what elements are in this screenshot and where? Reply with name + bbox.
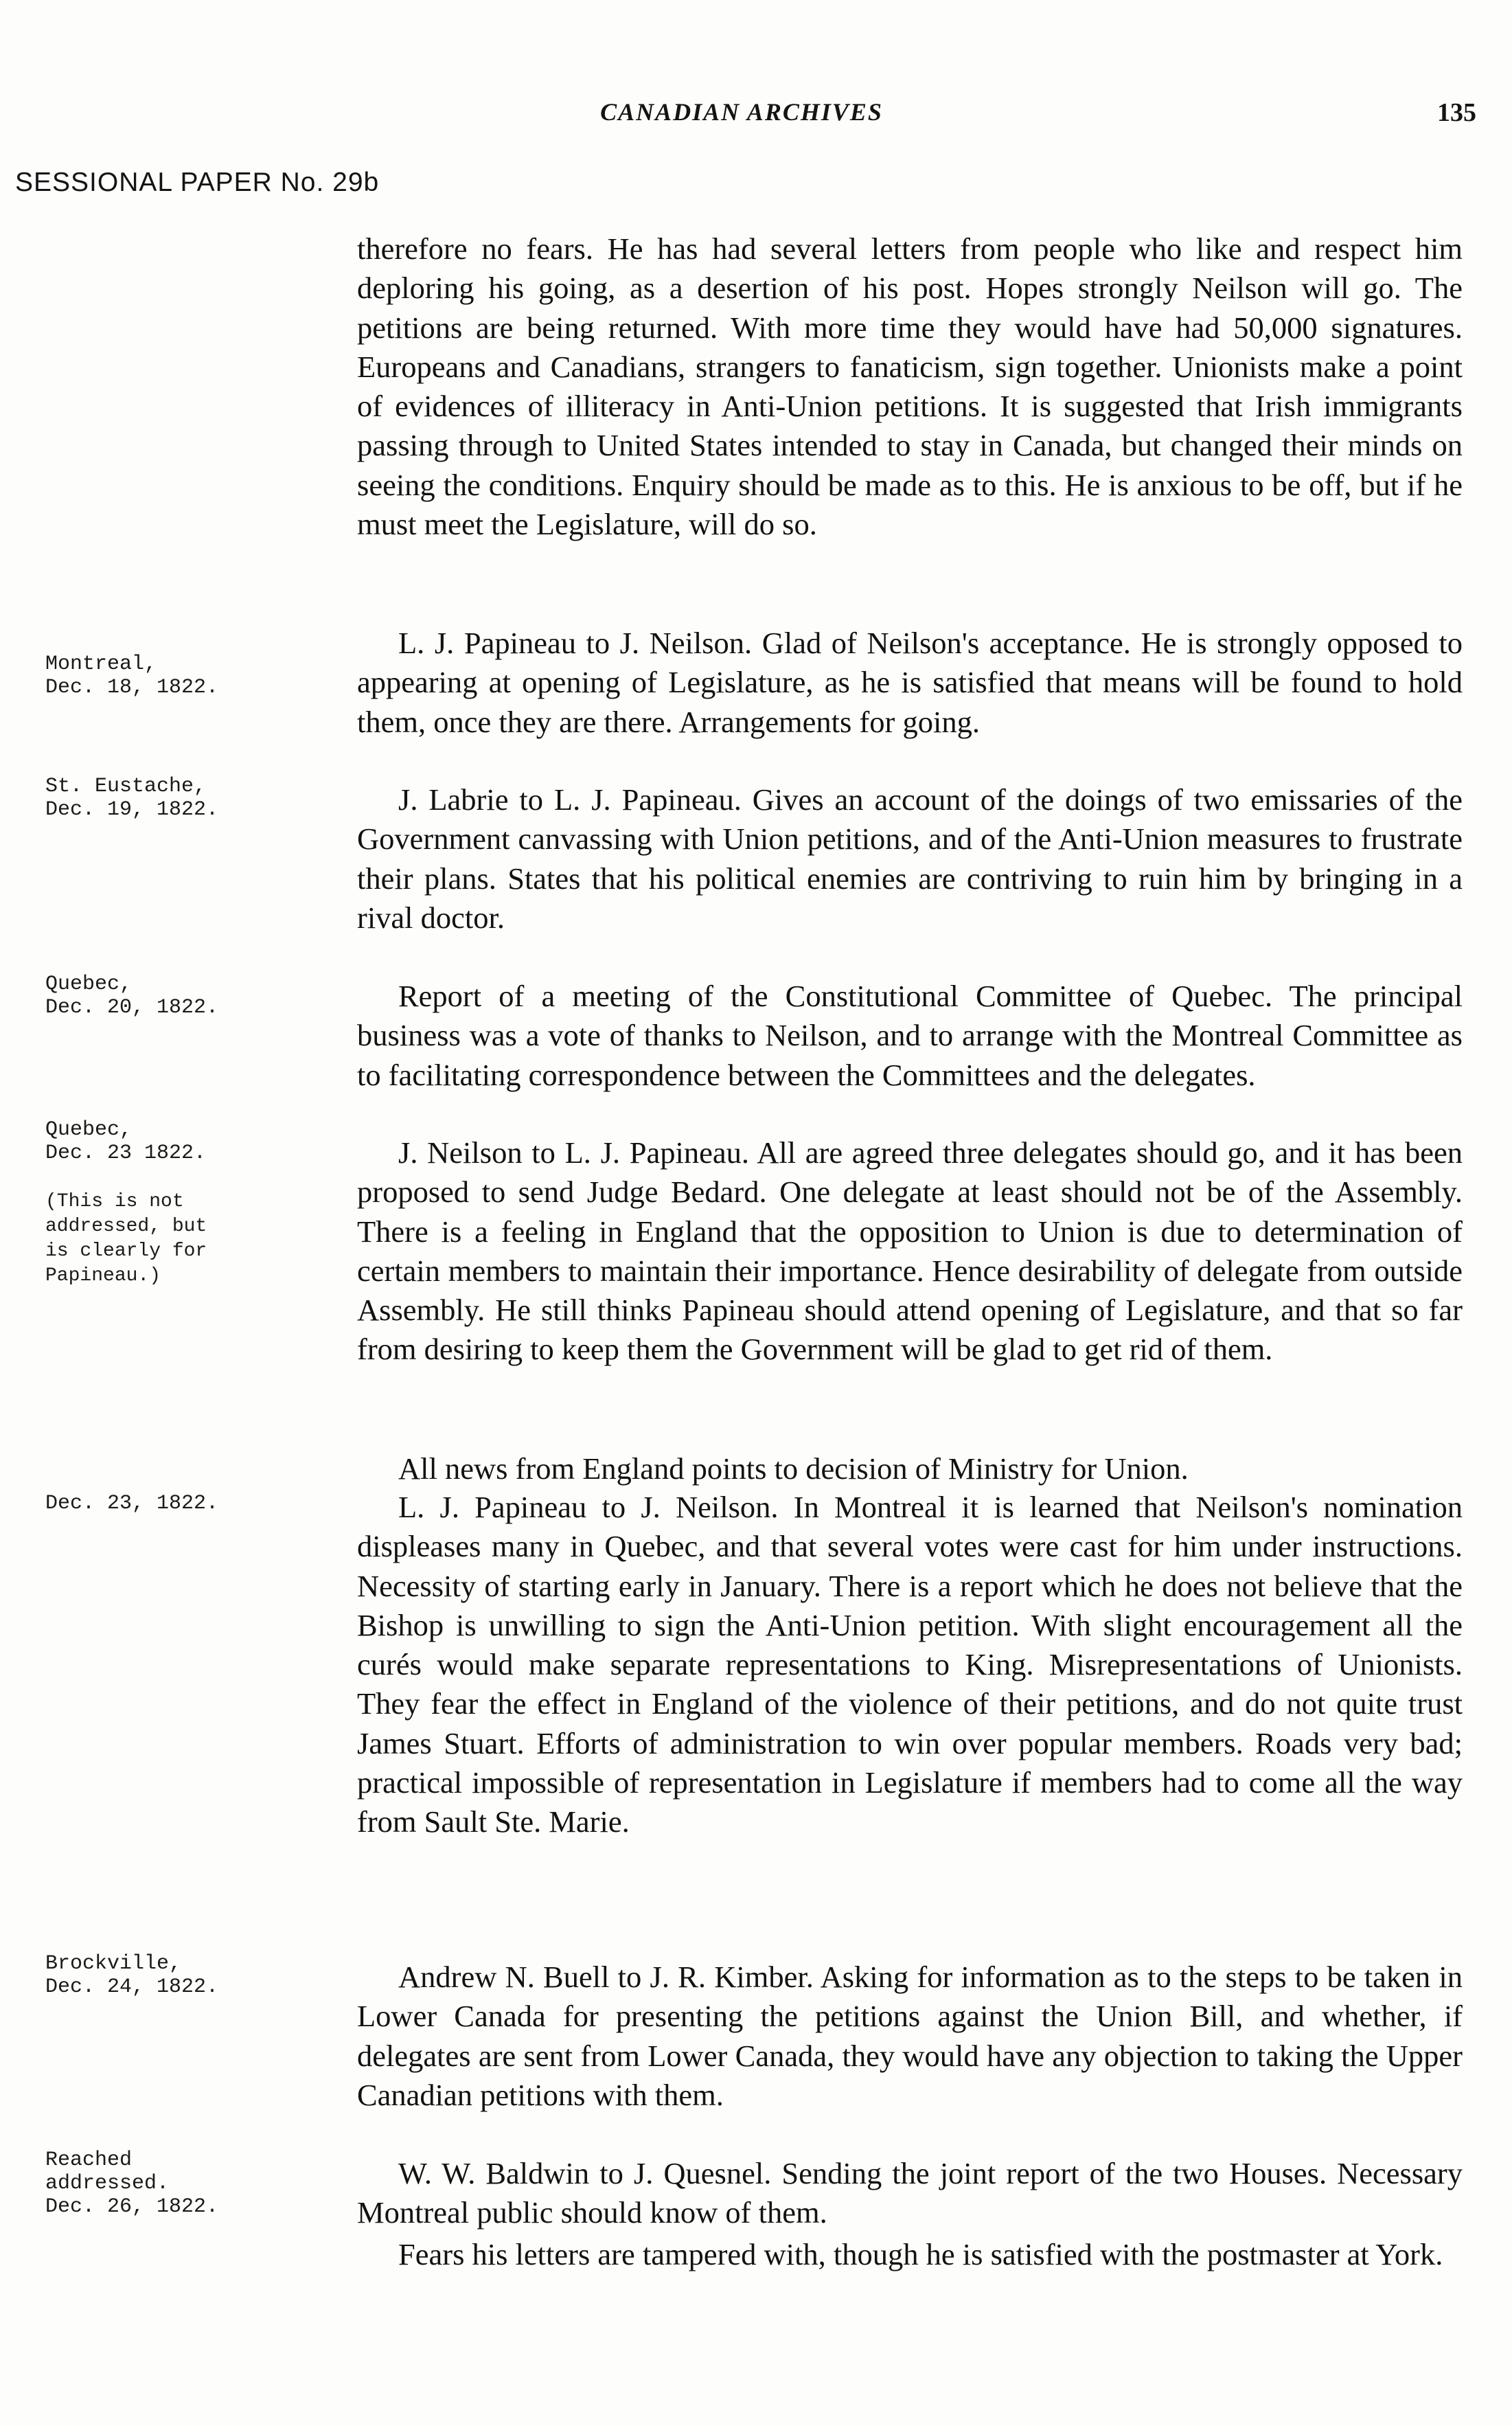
- body-paragraph: W. W. Baldwin to J. Quesnel. Sending the joint report of the two Houses. Necessary Montreal public should know of them.: [357, 2156, 1463, 2230]
- body-paragraph: All news from England points to decision of Ministry for Union.: [398, 1451, 1189, 1486]
- running-title: CANADIAN ARCHIVES: [600, 98, 883, 126]
- body-paragraph: L. J. Papineau to J. Neilson. In Montreal it is learned that Neilson's nomination displeases many in Quebec, and that several votes were cast for him under instructions. Necessity of starting early in January. There is a report which he does not believe that the Bishop is unwilling to sign the Anti-Union petition. With slight encouragement all the curés would make separate representations to King. Misrepresentations of Unionists. They fear the effect in England of the violence of their petitions, and do not quite trust James Stuart. Efforts of administration to win over popular members. Roads very bad; practical impossible of representation in Legislature if members had to come all the way from Sault Ste. Marie.: [357, 1490, 1463, 1839]
- body-paragraph: Andrew N. Buell to J. R. Kimber. Asking for information as to the steps to be taken in Lower Canada for presenting the petitions against the Union Bill, and whether, if delegates are sent from Lower Canada, they would have any objection to taking the Upper Canadian petitions with them.: [357, 1960, 1463, 2112]
- margin-note-place-date: Quebec, Dec. 20, 1822.: [45, 973, 219, 1019]
- margin-note-place-date: Brockville, Dec. 24, 1822.: [45, 1952, 219, 1999]
- body-paragraph: J. Neilson to L. J. Papineau. All are agreed three delegates should go, and it has been proposed to send Judge Bedard. One delegate at least should not be of the Assembly. There is a feeling in England that the opposition to Union is due to determination of certain members to maintain their importance. Hence desirability of delegate from outside Assembly. He still thinks Papineau should attend opening of Legislature, and that so far from desiring to keep them the Government will be glad to get rid of them.: [357, 1135, 1463, 1367]
- page-number: 135: [1437, 98, 1476, 127]
- body-paragraph: J. Labrie to L. J. Papineau. Gives an account of the doings of two emissaries of the Government canvassing with Union petitions, and of the Anti-Union measures to frustrate their plans. States that his political enemies are contriving to ruin him by bringing in a rival doctor.: [357, 782, 1463, 935]
- body-paragraph: Fears his letters are tampered with, though he is satisfied with the postmaster at York.: [398, 2237, 1443, 2271]
- body-paragraph: Report of a meeting of the Constitutional Committee of Quebec. The principal business was a vote of thanks to Neilson, and to arrange with the Montreal Committee as to facilitating correspondence between the Committees and the delegates.: [357, 979, 1463, 1092]
- body-paragraph: L. J. Papineau to J. Neilson. Glad of Neilson's acceptance. He is strongly opposed to appearing at opening of Legislature, as he is satisfied that means will be found to hold them, once they are there. Arrangements for going.: [357, 626, 1463, 739]
- margin-note-place-date: Quebec, Dec. 23 1822.: [45, 1118, 207, 1165]
- margin-note-place-date: Montreal, Dec. 18, 1822.: [45, 653, 219, 699]
- sessional-paper-label: SESSIONAL PAPER No. 29b: [15, 168, 380, 197]
- margin-note-place-date: Dec. 23, 1822.: [45, 1492, 219, 1515]
- margin-note-place-date: Reached addressed. Dec. 26, 1822.: [45, 2149, 219, 2219]
- margin-note-remark: (This is not addressed, but is clearly for Papineau.): [45, 1191, 207, 1286]
- body-paragraph: therefore no fears. He has had several letters from people who like and respect him deploring his going, as a desertion of his post. Hopes strongly Neilson will go. The petitions are being returned. With more time they would have had 50,000 signatures. Europeans and Canadians, strangers to fanaticism, sign together. Unionists make a point of evidences of illiteracy in Anti-Union petitions. It is suggested that Irish immigrants passing through to United States intended to stay in Canada, but changed their minds on seeing the conditions. Enquiry should be made as to this. He is anxious to be off, but if he must meet the Legislature, will do so.: [357, 231, 1463, 542]
- margin-note-place-date: St. Eustache, Dec. 19, 1822.: [45, 775, 219, 821]
